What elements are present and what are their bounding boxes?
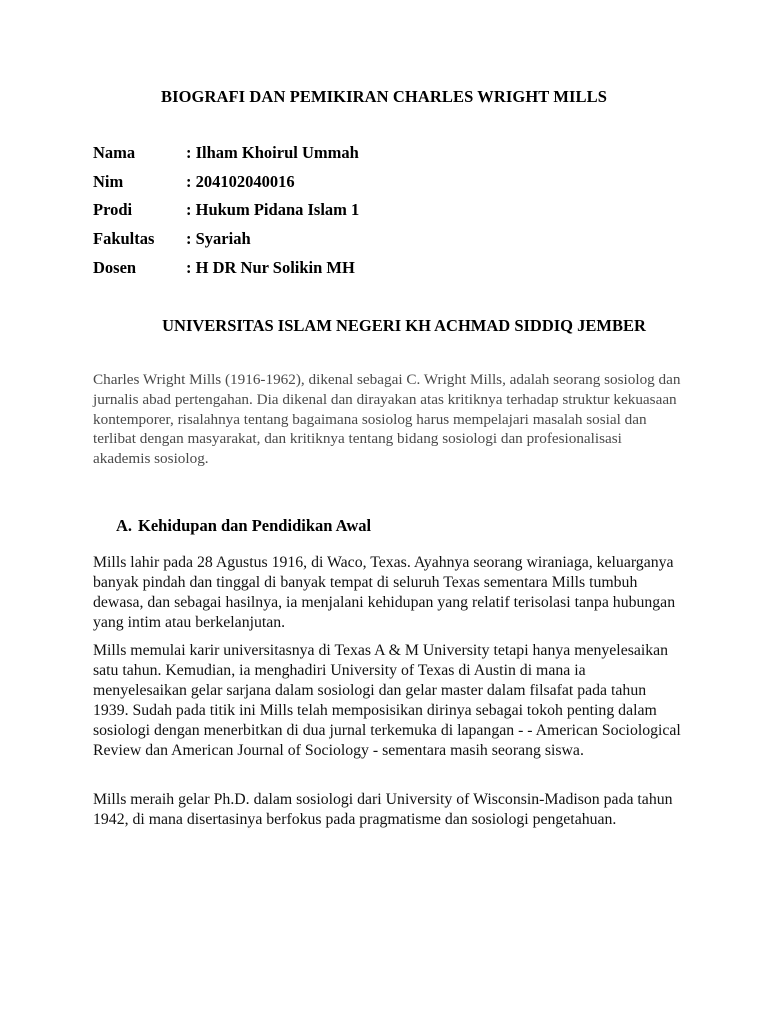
info-row-dosen	[93, 258, 359, 287]
info-label: Nim	[93, 171, 124, 191]
info-label: Dosen	[93, 257, 137, 277]
university-heading: UNIVERSITAS ISLAM NEGERI KH ACHMAD SIDDIQ JEMBER	[162, 316, 646, 335]
info-value: : H DR Nur Solikin MH	[186, 257, 355, 277]
body-paragraph: Mills meraih gelar Ph.D. dalam sosiologi dari University of Wisconsin-Madison pada tahun 1942, di mana disertasinya berfokus pada pragmatisme dan sosiologi pengetahuan.	[93, 791, 673, 828]
info-value: : Syariah	[186, 229, 251, 249]
section-heading	[116, 516, 371, 536]
abstract-paragraph: Charles Wright Mills (1916-1962), dikenal sebagai C. Wright Mills, adalah seorang sosiolog dan jurnalis abad pertengahan. Dia dikenal dan dirayakan atas kritiknya terhadap struktur kekuasaan kontemporer, risalahnya tentang bagaimana sosiolog harus mempelajari masalah sosial dan terlibat dengan masyarakat, dan kritiknya tentang bidang sosiologi dan profesionalisasi akademis sosiolog.	[93, 371, 681, 468]
info-row-nim	[93, 172, 359, 201]
info-row-nama	[93, 143, 359, 172]
document-title: BIOGRAFI DAN PEMIKIRAN CHARLES WRIGHT MILLS	[160, 87, 608, 106]
info-label: Nama	[93, 143, 136, 162]
info-label: Fakultas	[93, 229, 155, 249]
body-paragraph: Mills lahir pada 28 Agustus 1916, di Waco, Texas. Ayahnya seorang wiraniaga, keluarganya banyak pindah dan tinggal di banyak tempat di seluruh Texas sementara Mills tumbuh dewasa, dan sebagai hasilnya, ia menjalani kehidupan yang relatif terisolasi tanpa hubungan yang intim atau berkelanjutan.	[93, 554, 676, 631]
info-row-fakultas	[93, 229, 359, 258]
info-row-prodi	[93, 200, 359, 229]
section-title: Kehidupan dan Pendidikan Awal	[138, 516, 372, 535]
info-label: Prodi	[93, 200, 133, 220]
info-value: : 204102040016	[186, 171, 295, 191]
section-number: A.	[116, 516, 133, 535]
student-info-table	[93, 143, 359, 286]
info-value: : Ilham Khoirul Ummah	[186, 143, 359, 162]
body-paragraph: Mills memulai karir universitasnya di Texas A & M University tetapi hanya menyelesaikan satu tahun. Kemudian, ia menghadiri University of Texas di Austin di mana ia menyelesaikan gelar sarjana dalam sosiologi dan gelar master dalam filsafat pada tahun 1939. Sudah pada titik ini Mills telah memposisikan dirinya sebagai tokoh penting dalam sosiologi dengan menerbitkan di dua jurnal terkemuka di lapangan - - American Sociological Review dan American Journal of Sociology - sementara masih seorang siswa.	[93, 642, 681, 759]
info-value: : Hukum Pidana Islam 1	[186, 200, 360, 220]
